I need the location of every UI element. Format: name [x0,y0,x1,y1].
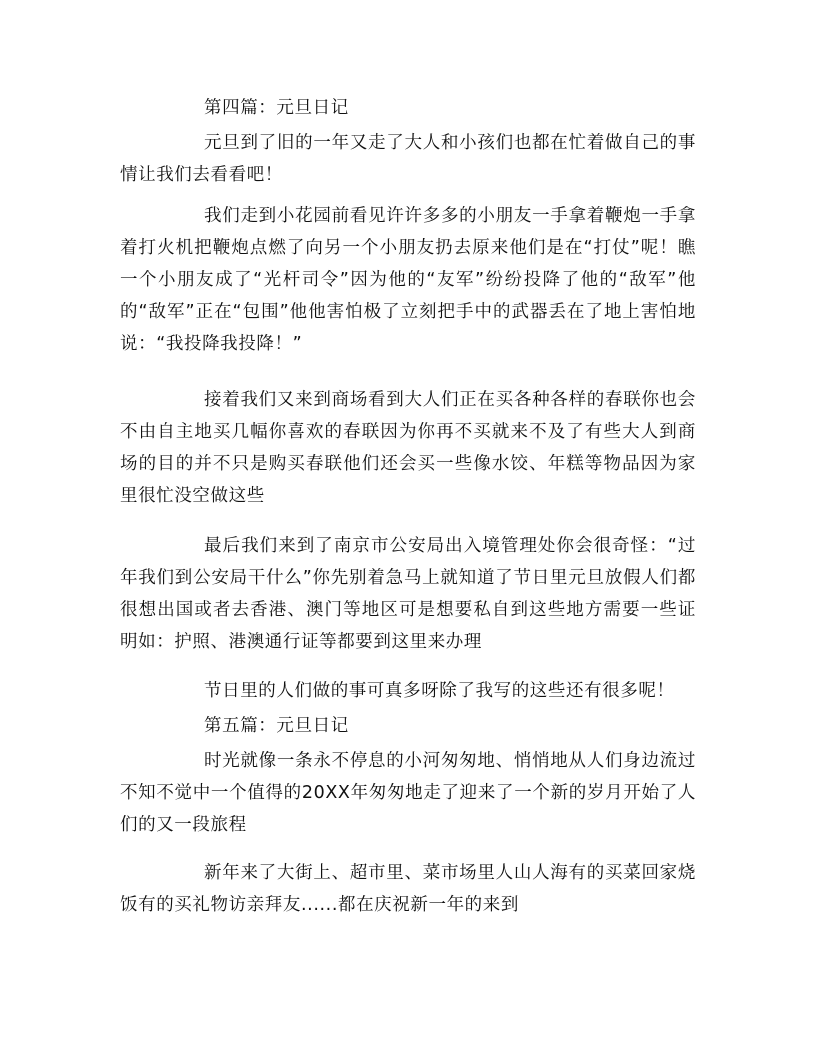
paragraph-5: 节日里的人们做的事可真多呀除了我写的这些还有很多呢！ [204,681,675,701]
paragraph-1: 元旦到了旧的一年又走了大人和小孩们也都在忙着做自己的事情让我们去看看吧！ [120,133,696,185]
section-heading-4: 第四篇：元旦日记 [204,98,349,118]
paragraph-7: 新年来了大街上、超市里、菜市场里人山人海有的买菜回家烧饭有的买礼物访亲拜友......都在庆祝新一年的来到 [120,863,696,915]
paragraph-3: 接着我们又来到商场看到大人们正在买各种各样的春联你也会不由自主地买几幅你喜欢的春联因为你再不买就来不及了有些大人到商场的目的并不只是购买春联他们还会买一些像水饺、年糕等物品因为家里很忙没空做这些 [120,390,696,506]
paragraph-4: 最后我们来到了南京市公安局出入境管理处你会很奇怪：“过年我们到公安局干什么”你先别着急马上就知道了节日里元旦放假人们都很想出国或者去香港、澳门等地区可是想要私自到这些地方需要一些证明如：护照、港澳通行证等都要到这里来办理 [120,536,696,652]
paragraph-6: 时光就像一条永不停息的小河匆匆地、悄悄地从人们身边流过不知不觉中一个值得的20XX年匆匆地走了迎来了一个新的岁月开始了人们的又一段旅程 [120,751,696,835]
section-heading-5: 第五篇：元旦日记 [204,716,349,736]
paragraph-2: 我们走到小花园前看见许许多多的小朋友一手拿着鞭炮一手拿着打火机把鞭炮点燃了向另一个小朋友扔去原来他们是在“打仗”呢！瞧一个小朋友成了“光杆司令”因为他的“友军”纷纷投降了他的“敌军”他的“敌军”正在“包围”他他害怕极了立刻把手中的武器丢在了地上害怕地说：“我投降我投降！” [120,206,696,354]
